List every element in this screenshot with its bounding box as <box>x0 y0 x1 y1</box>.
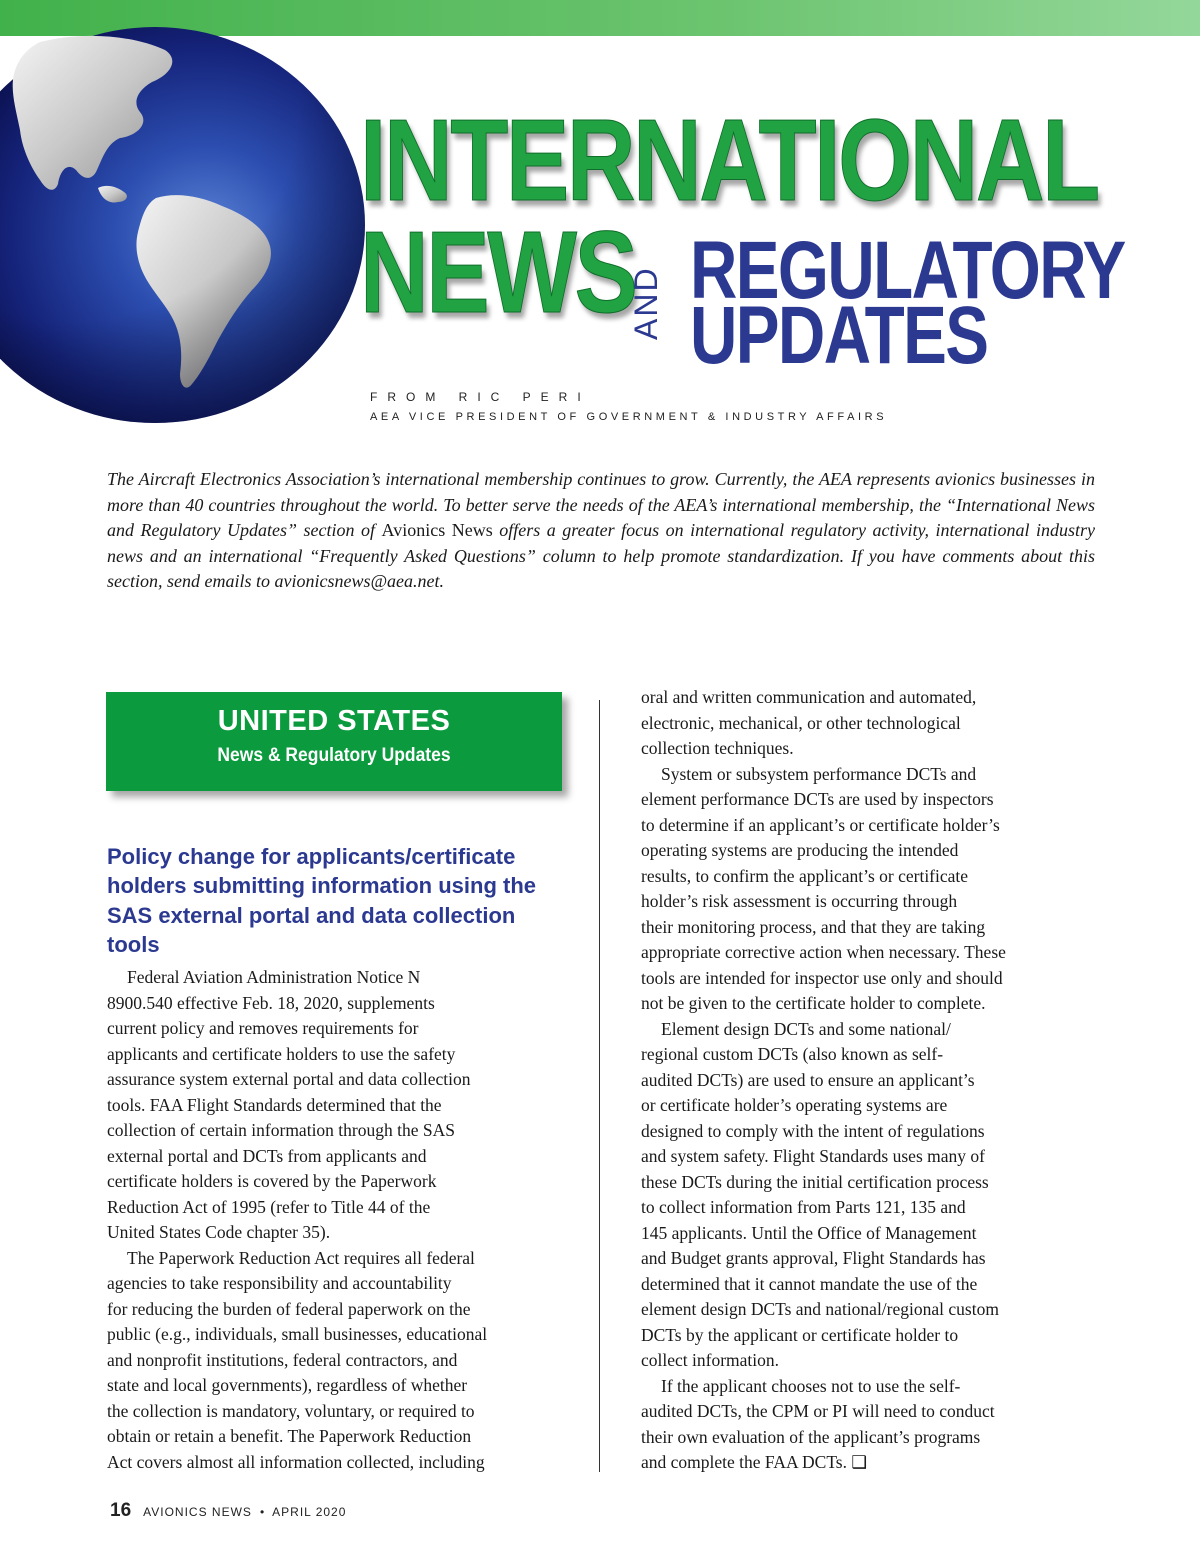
text-line: oral and written communication and automated, <box>641 687 977 707</box>
text-line: and nonprofit institutions, federal contractors, and <box>107 1349 458 1370</box>
text-line: assurance system external portal and data collection <box>107 1069 471 1089</box>
text-line: collection of certain information through the SAS <box>107 1120 455 1140</box>
text-line: agencies to take responsibility and accountability <box>107 1273 452 1293</box>
text-line: public (e.g., individuals, small businesses, educational <box>107 1324 488 1344</box>
text-line: to collect information from Parts 121, 135 and <box>641 1197 966 1217</box>
footer-publication: AVIONICS NEWS <box>143 1505 252 1519</box>
text-line: not be given to the certificate holder to complete. <box>641 993 986 1013</box>
text-line: holder’s risk assessment is occurring through <box>641 891 958 911</box>
column-divider <box>599 700 600 1472</box>
page-number: 16 <box>110 1500 132 1521</box>
text-line: and complete the FAA DCTs. ❑ <box>641 1452 868 1472</box>
intro-paragraph <box>107 467 1095 595</box>
text-line: audited DCTs, the CPM or PI will need to conduct <box>641 1401 995 1421</box>
text-line: Element design DCTs and some national/ <box>661 1018 951 1039</box>
footer-date: APRIL 2020 <box>272 1505 347 1519</box>
title-international: INTERNATIONAL <box>360 95 1098 225</box>
footer-separator: • <box>259 1505 265 1519</box>
section-banner <box>106 692 562 791</box>
text-line: 145 applicants. Until the Office of Management <box>641 1222 977 1243</box>
text-line: applicants and certificate holders to use the safety <box>107 1043 456 1064</box>
article-heading: Policy change for applicants/certificate holders submitting information using the SAS external portal and data collection tools <box>107 844 536 957</box>
intro-publication-name: Avionics News <box>381 520 493 540</box>
byline-role: AEA VICE PRESIDENT OF GOVERNMENT & INDUSTRY AFFAIRS <box>370 411 888 423</box>
text-line: the collection is mandatory, voluntary, or required to <box>107 1400 475 1421</box>
byline <box>370 389 887 425</box>
text-line: and system safety. Flight Standards uses many of <box>641 1146 985 1166</box>
text-line: for reducing the burden of federal paperwork on the <box>107 1298 471 1319</box>
text-line: their own evaluation of the applicant’s programs <box>641 1426 981 1447</box>
text-line: element design DCTs and national/regional custom <box>641 1299 999 1319</box>
text-line: System or subsystem performance DCTs and <box>661 763 977 784</box>
text-line: external portal and DCTs from applicants and <box>107 1145 427 1166</box>
title-and: AND <box>628 266 664 340</box>
text-line: their monitoring process, and that they are taking <box>641 916 986 937</box>
text-line: obtain or retain a benefit. The Paperwork Reduction <box>107 1426 472 1446</box>
intro-text-end: offers a greater focus on international regulatory activity, international industry news and an international “Frequently Asked Questions” column to help promote standardization. If you have comments about this section, send emails to avionicsnews@aea.net. <box>107 520 1095 591</box>
byline-author: FROM RIC PERI <box>370 390 591 404</box>
text-line: The Paperwork Reduction Act requires all federal <box>127 1247 475 1268</box>
title-news: NEWS <box>360 207 636 337</box>
text-line: element performance DCTs are used by inspectors <box>641 789 994 809</box>
section-subtitle: News & Regulatory Updates <box>217 745 451 766</box>
text-line: these DCTs during the initial certification process <box>641 1171 989 1192</box>
text-line: collection techniques. <box>641 738 794 758</box>
text-line: results, to confirm the applicant’s or certificate <box>641 865 969 886</box>
text-line: appropriate corrective action when necessary. These <box>641 942 1006 962</box>
globe-icon <box>0 20 370 430</box>
text-line: electronic, mechanical, or other technological <box>641 712 961 733</box>
text-line: determined that it cannot mandate the use of the <box>641 1273 978 1294</box>
text-line: audited DCTs) are used to ensure an applicant’s <box>641 1069 975 1090</box>
text-line: 8900.540 effective Feb. 18, 2020, supplements <box>107 992 435 1013</box>
text-line: designed to comply with the intent of regulations <box>641 1120 985 1141</box>
intro-text-start: The Aircraft Electronics Association’s international membership continues to grow. Currently, the AEA represents avionics businesses in more than 40 countries throughout the world. To better serve the needs of the AEA’s international membership, the “International News and Regulatory Updates” section of <box>107 469 1095 540</box>
masthead-title <box>360 95 1180 381</box>
section-title: UNITED STATES <box>217 705 451 737</box>
page-footer <box>110 1500 346 1522</box>
text-line: to determine if an applicant’s or certificate holder’s <box>641 814 1000 835</box>
article-column-right <box>641 685 1081 1476</box>
text-line: tools. FAA Flight Standards determined that the <box>107 1094 442 1115</box>
text-line: Reduction Act of 1995 (refer to Title 44 of the <box>107 1196 431 1217</box>
text-line: and Budget grants approval, Flight Standards has <box>641 1248 986 1268</box>
text-line: DCTs by the applicant or certificate holder to <box>641 1324 959 1345</box>
text-line: collect information. <box>641 1350 780 1370</box>
title-updates: UPDATES <box>690 290 988 381</box>
title-regulatory: REGULATORY <box>690 225 1125 316</box>
text-line: or certificate holder’s operating systems are <box>641 1095 948 1115</box>
text-line: Federal Aviation Administration Notice N <box>127 967 421 987</box>
text-line: state and local governments), regardless of whether <box>107 1375 468 1395</box>
text-line: certificate holders is covered by the Paperwork <box>107 1171 437 1191</box>
text-line: operating systems are producing the intended <box>641 840 959 860</box>
text-line: If the applicant chooses not to use the self- <box>661 1375 961 1396</box>
text-line: United States Code chapter 35). <box>107 1222 331 1242</box>
article-column-left <box>107 965 557 1475</box>
text-line: tools are intended for inspector use only and should <box>641 967 1003 988</box>
text-line: Act covers almost all information collected, including <box>107 1451 485 1472</box>
text-line: regional custom DCTs (also known as self- <box>641 1044 944 1064</box>
text-line: current policy and removes requirements for <box>107 1018 419 1038</box>
